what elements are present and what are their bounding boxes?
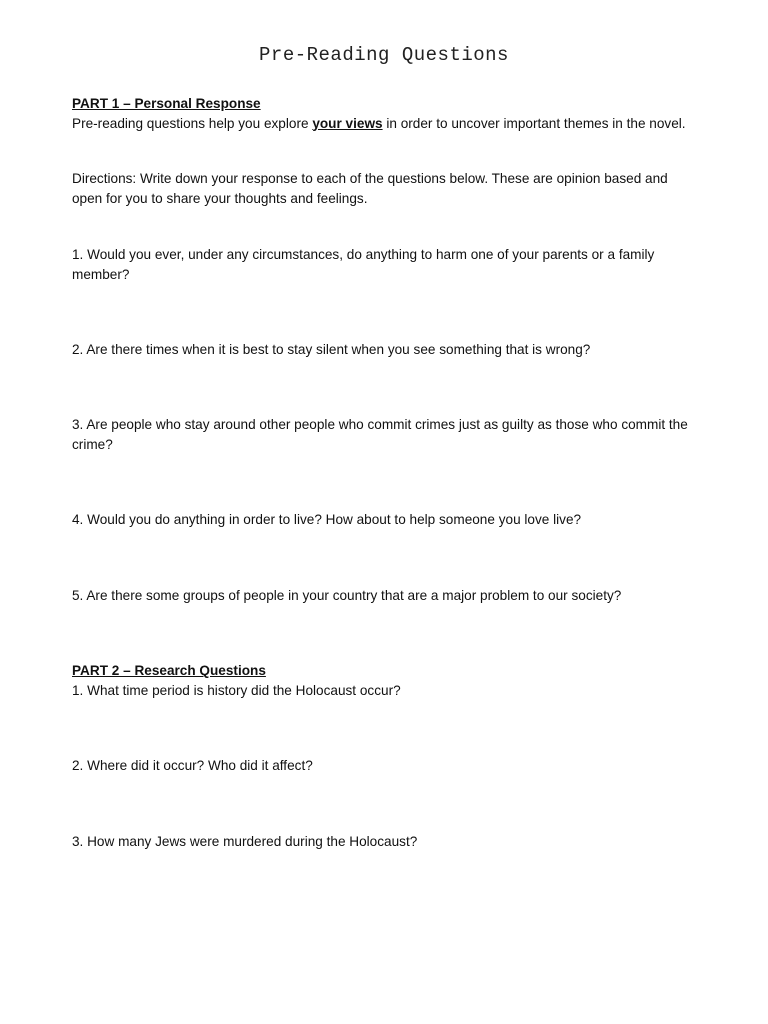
intro-emphasis: your views <box>312 115 383 131</box>
part1-heading: PART 1 – Personal Response <box>72 96 261 111</box>
intro-text-end: in order to uncover important themes in the novel. <box>382 115 686 131</box>
part2-question-1: 1. What time period is history did the Holocaust occur? <box>72 682 401 698</box>
part1-intro <box>72 114 692 134</box>
part1-question-5: 5. Are there some groups of people in your country that are a major problem to our society? <box>72 588 622 603</box>
part2-section <box>72 661 692 700</box>
part1-question-3: 3. Are people who stay around other people who commit crimes just as guilty as those who commit the crime? <box>72 417 688 452</box>
part1-question-2: 2. Are there times when it is best to stay silent when you see something that is wrong? <box>72 342 591 357</box>
part1-section-intro <box>72 94 692 133</box>
directions-text: Directions: Write down your response to each of the questions below. These are opinion based and open for you to share your thoughts and feelings. <box>72 171 668 206</box>
part1-question-1: 1. Would you ever, under any circumstances, do anything to harm one of your parents or a family member? <box>72 247 655 282</box>
part2-heading: PART 2 – Research Questions <box>72 663 266 678</box>
part2-question-3: 3. How many Jews were murdered during the Holocaust? <box>72 834 418 849</box>
page-title: Pre-Reading Questions <box>259 44 509 66</box>
part1-question-4: 4. Would you do anything in order to live? How about to help someone you love live? <box>72 512 582 527</box>
part2-question-2: 2. Where did it occur? Who did it affect? <box>72 758 313 773</box>
intro-text-start: Pre-reading questions help you explore <box>72 115 313 131</box>
